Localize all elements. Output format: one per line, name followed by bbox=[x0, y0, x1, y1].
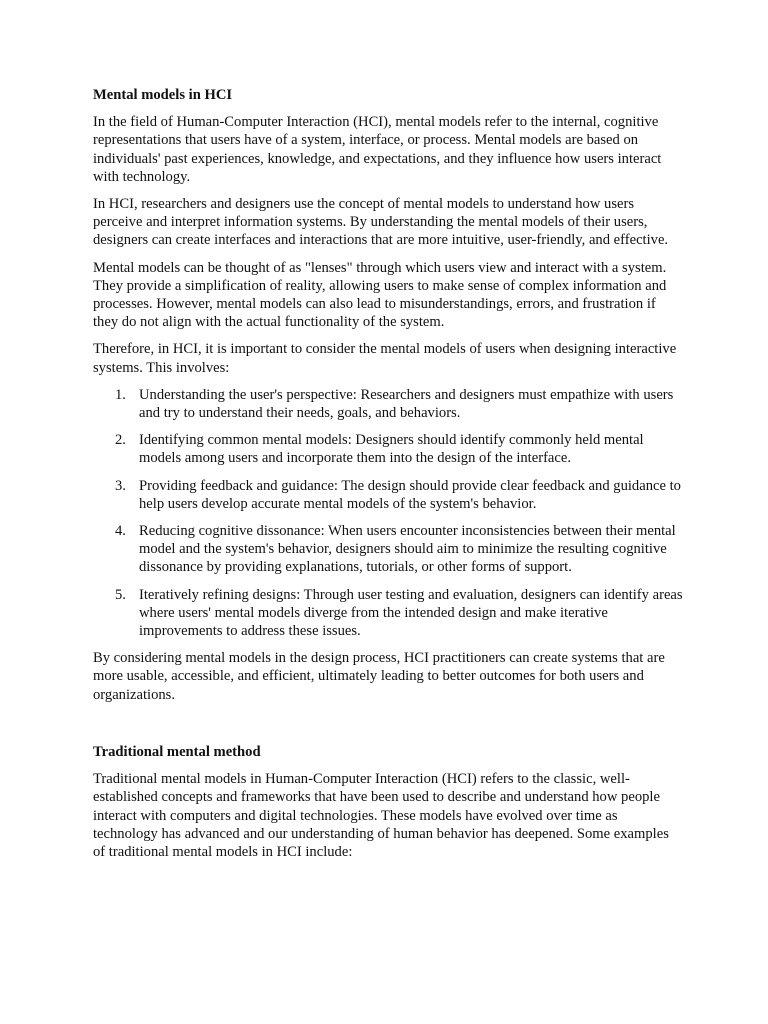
paragraph: In HCI, researchers and designers use the concept of mental models to understand how users perceive and interpret information systems. By understanding the mental models of their users, designers can create interfaces and interactions that are more intuitive, user-friendly, and effective. bbox=[93, 196, 669, 249]
list-item-text: Understanding the user's perspective: Researchers and designers must empathize with users and try to understand their needs, goals, and behaviors. bbox=[139, 386, 674, 422]
section-heading-traditional: Traditional mental method bbox=[93, 743, 261, 760]
list-number: 4. bbox=[115, 523, 126, 540]
list-item-text: Providing feedback and guidance: The design should provide clear feedback and guidance to help users develop accurate mental models of the system's behavior. bbox=[139, 477, 681, 512]
numbered-list bbox=[93, 386, 683, 640]
list-item bbox=[93, 431, 683, 467]
list-item bbox=[93, 477, 683, 513]
list-item bbox=[93, 586, 683, 641]
list-item-text: Iteratively refining designs: Through user testing and evaluation, designers can identify areas where users' mental models diverge from the intended design and make iterative improvements to address these issues. bbox=[139, 586, 683, 640]
list-number: 2. bbox=[115, 432, 126, 449]
list-number: 1. bbox=[115, 386, 126, 403]
closing-paragraph: By considering mental models in the design process, HCI practitioners can create systems that are more usable, accessible, and efficient, ultimately leading to better outcomes for both users and organizations. bbox=[93, 650, 665, 703]
section-heading-mental-models: Mental models in HCI bbox=[93, 87, 233, 103]
paragraph: Mental models can be thought of as "lenses" through which users view and interact with a system. They provide a simplification of reality, allowing users to make sense of complex information and processes. However, mental models can also lead to misunderstandings, errors, and frustration if they do not align with the actual functionality of the system. bbox=[93, 259, 667, 331]
list-number: 3. bbox=[115, 477, 126, 494]
paragraph: Therefore, in HCI, it is important to consider the mental models of users when designing interactive systems. This involves: bbox=[93, 341, 677, 376]
list-item bbox=[93, 522, 683, 577]
list-item-text: Identifying common mental models: Designers should identify commonly held mental models among users and incorporate them into the design of the interface. bbox=[139, 432, 644, 467]
list-item-text: Reducing cognitive dissonance: When users encounter inconsistencies between their mental model and the system's behavior, designers should aim to minimize the resulting cognitive dissonance by providing explanations, tutorials, or other forms of support. bbox=[139, 523, 676, 576]
list-item bbox=[93, 386, 683, 422]
paragraph: In the field of Human-Computer Interaction (HCI), mental models refer to the internal, cognitive representations that users have of a system, interface, or process. Mental models are based on individuals' past experiences, knowledge, and expectations, and they influence how users interact with technology. bbox=[93, 114, 662, 185]
paragraph: Traditional mental models in Human-Computer Interaction (HCI) refers to the classic, well-established concepts and frameworks that have been used to describe and understand how people interact with computers and digital technologies. These models have evolved over time as technology has advanced and our understanding of human behavior has deepened. Some examples of traditional mental models in HCI include: bbox=[93, 771, 669, 860]
document-page bbox=[93, 86, 683, 870]
list-number: 5. bbox=[115, 586, 126, 603]
